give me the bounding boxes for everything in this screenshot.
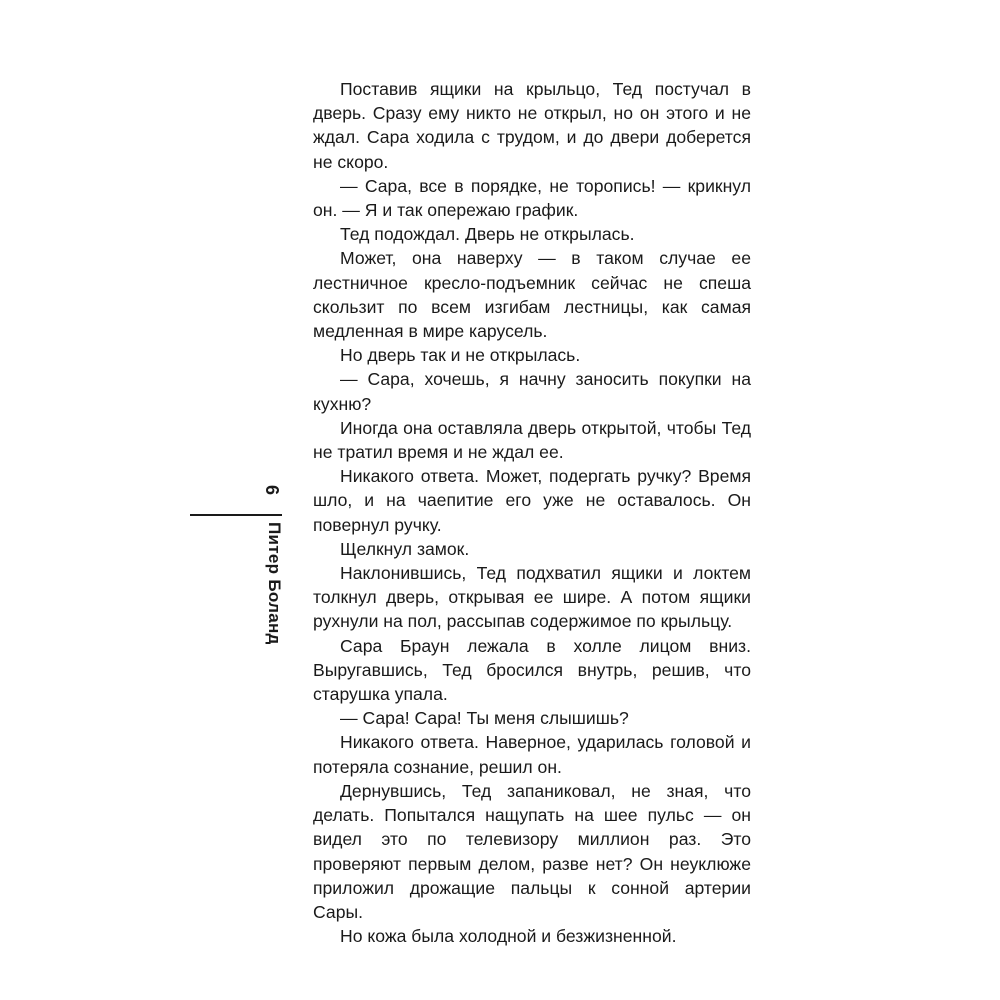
page-number: 6 xyxy=(262,484,282,495)
paragraph: Сара Браун лежала в холле лицом вниз. Выругавшись, Тед бросился внутрь, решив, что старушка упала. xyxy=(313,635,751,705)
running-head-author: Питер Боланд xyxy=(265,522,284,645)
body-text xyxy=(313,77,751,948)
paragraph: — Сара, хочешь, я начну заносить покупки на кухню? xyxy=(313,369,751,414)
paragraph: Иногда она оставляла дверь открытой, чтобы Тед не тратил время и не ждал ее. xyxy=(313,417,751,463)
paragraph: Никакого ответа. Может, подергать ручку? Время шло, и на чаепитие его уже не оставалось. Он повернул ручку. xyxy=(313,466,751,535)
paragraph: Но дверь так и не открылась. xyxy=(340,345,581,366)
paragraph: Но кожа была холодной и безжизненной. xyxy=(340,926,677,947)
paragraph: Никакого ответа. Наверное, ударилась головой и потеряла сознание, решил он. xyxy=(313,732,751,777)
paragraph: Поставив ящики на крыльцо, Тед постучал в дверь. Сразу ему никто не открыл, но он этого и не ждал. Сара ходила с трудом, и до двери доберется не скоро. xyxy=(313,79,751,172)
paragraph: Может, она наверху — в таком случае ее лестничное кресло-подъемник сейчас не спеша скользит по всем изгибам лестницы, как самая медленная в мире карусель. xyxy=(313,248,751,342)
paragraph: Тед подождал. Дверь не открылась. xyxy=(340,224,635,245)
paragraph: Наклонившись, Тед подхватил ящики и локтем толкнул дверь, открывая ее шире. А потом ящики рухнули на пол, рассыпав содержимое по крыльцу. xyxy=(313,563,751,632)
paragraph: Дернувшись, Тед запаниковал, не зная, что делать. Попытался нащупать на шее пульс — он видел это по телевизору миллион раз. Это проверяют первым делом, разве нет? Он неуклюже приложил дрожащие пальцы к сонной артерии Сары. xyxy=(313,780,751,922)
margin-divider xyxy=(190,514,282,516)
paragraph: Щелкнул замок. xyxy=(340,538,470,559)
paragraph: — Сара! Сара! Ты меня слышишь? xyxy=(340,708,629,729)
paragraph: — Сара, все в порядке, не торопись! — крикнул он. — Я и так опережаю график. xyxy=(313,175,751,221)
